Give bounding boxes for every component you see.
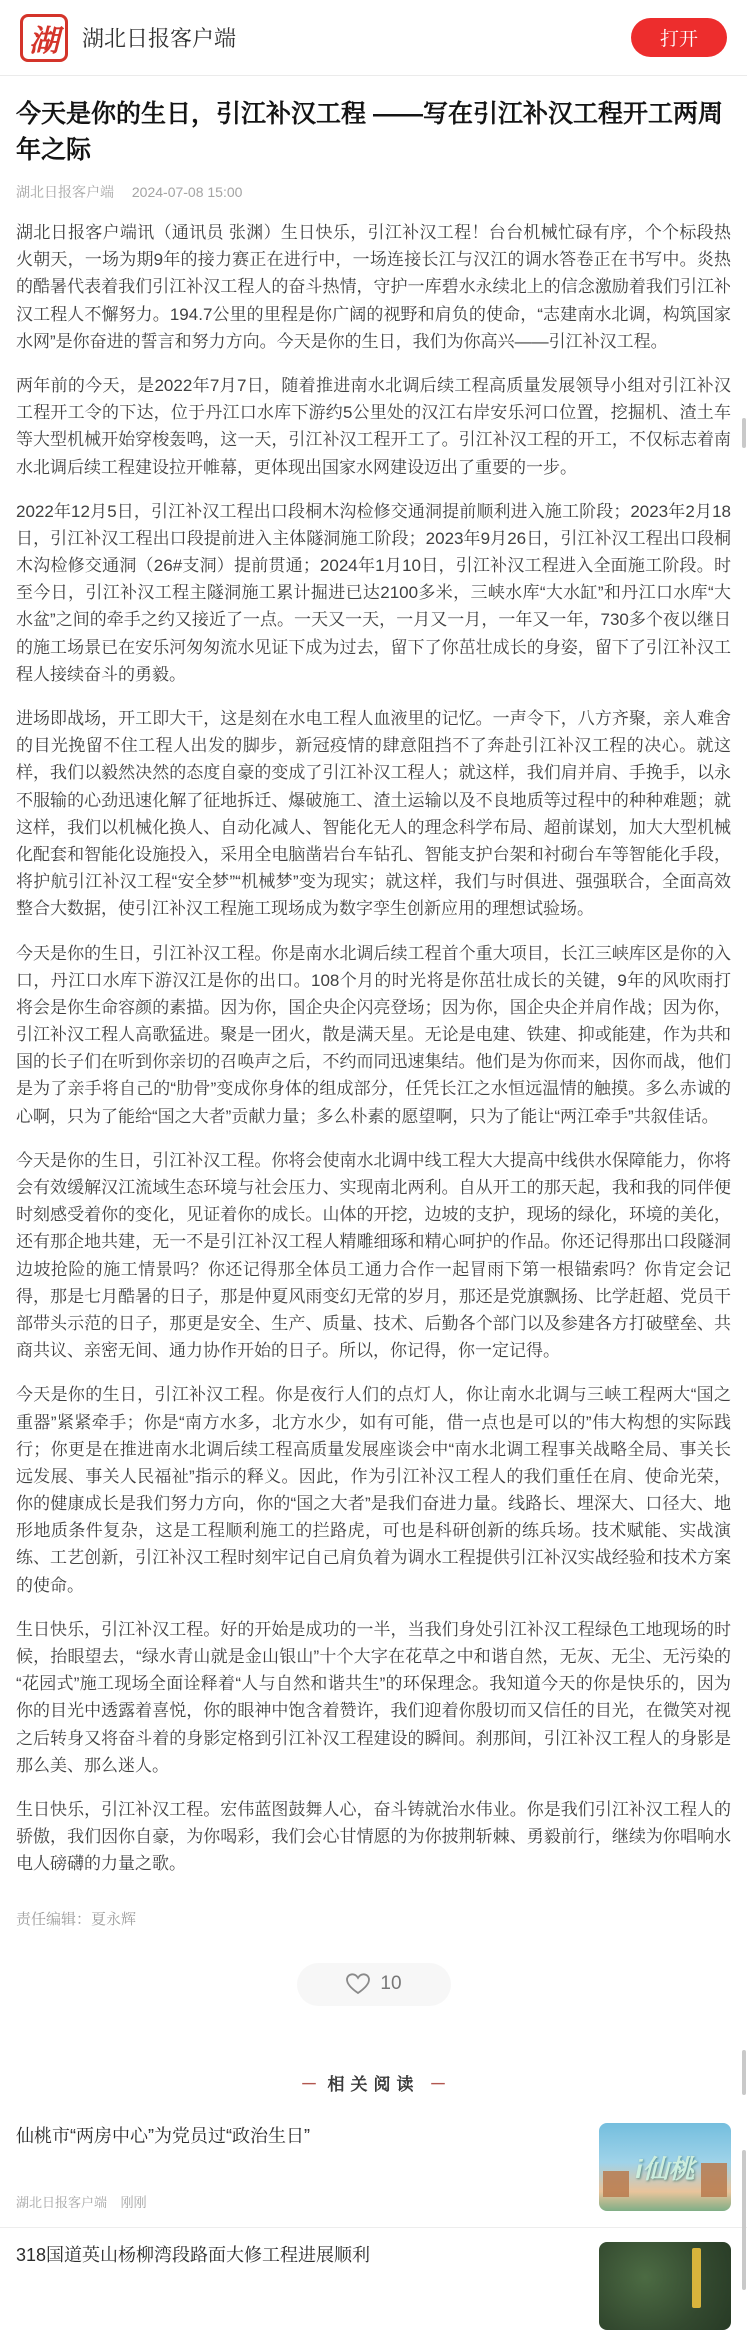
article-paragraph: 2022年12月5日，引江补汉工程出口段桐木沟检修交通洞提前顺利进入施工阶段；2023年2月18日，引江补汉工程出口段提前进入主体隧洞施工阶段；2023年9月26日，引江补汉工程出口段桐木沟检修交通洞（26#支洞）提前贯通；2024年1月10日，引江补汉工程进入全面施工阶段。时至今日，引江补汉工程主隧洞施工累计掘进已达2100多米，三峡水库“大水缸”和丹江口水库“大水盆”之间的牵手之约又接近了一点。一天又一天，一月又一月，一年又一年，730多个夜以继日的施工场景已在安乐河匆匆流水见证下成为过去，留下了你茁壮成长的身姿，留下了引江补汉工程人接续奋斗的勇毅。 — [16, 501, 731, 684]
heart-icon — [345, 1972, 371, 1996]
related-item-thumbnail — [599, 2242, 731, 2330]
related-item-thumbnail — [599, 2123, 731, 2211]
article — [0, 96, 747, 1878]
related-list — [0, 2109, 747, 2346]
like-count: 10 — [380, 1973, 402, 1994]
article-publish-time: 2024-07-08 15:00 — [131, 184, 243, 200]
like-row — [0, 1963, 747, 2006]
related-item-source: 湖北日报客户端 — [16, 2194, 108, 2210]
related-item-title: 318国道英山杨柳湾段路面大修工程进展顺利 — [16, 2244, 371, 2265]
related-item-text — [16, 2242, 585, 2330]
scrollbar-thumb[interactable] — [742, 418, 746, 448]
article-paragraph: 今天是你的生日，引江补汉工程。你是南水北调后续工程首个重大项目，长江三峡库区是你的入口，丹江口水库下游汉江是你的出口。108个月的时光将是你茁壮成长的关键，9年的风吹雨打将会是你生命容颜的素描。因为你，国企央企闪亮登场；因为你，国企央企并肩作战；因为你，引江补汉工程人高歌猛进。聚是一团火，散是满天星。无论是电建、铁建、抑或能建，作为共和国的长子们在听到你亲切的召唤声之后，不约而同迅速集结。他们是为你而来，因你而战，他们是为了亲手将自己的“肋骨”变成你身体的组成部分，任凭长江之水恒远温情的触摸。多么赤诚的心啊，只为了能给“国之大者”贡献力量；多么朴素的愿望啊，只为了能让“两江牵手”共叙佳话。 — [16, 943, 731, 1126]
article-source: 湖北日报客户端 — [16, 184, 114, 200]
crane-graphic — [692, 2248, 701, 2308]
related-reading-heading — [0, 2070, 747, 2095]
related-article-item[interactable] — [0, 2228, 747, 2346]
article-paragraph: 两年前的今天，是2022年7月7日，随着推进南水北调后续工程高质量发展领导小组对引江补汉工程开工令的下达，位于丹江口水库下游约5公里处的汉江右岸安乐河口位置，挖掘机、渣土车等大型机械开始穿梭轰鸣，这一天，引江补汉工程开工了。引江补汉工程的开工，不仅标志着南水北调后续工程建设拉开帷幕，更体现出国家水网建设迈出了重要的一步。 — [16, 375, 731, 477]
related-item-text — [16, 2123, 585, 2211]
related-item-time: 刚刚 — [120, 2194, 147, 2210]
article-title: 今天是你的生日，引江补汉工程 ——写在引江补汉工程开工两周年之际 — [16, 100, 723, 164]
heading-dash-left: － — [300, 2074, 318, 2094]
hubei-daily-logo-icon: 湖 — [20, 14, 68, 62]
heading-dash-right: － — [429, 2074, 447, 2094]
article-paragraph: 生日快乐，引江补汉工程。好的开始是成功的一半，当我们身处引江补汉工程绿色工地现场的时候，抬眼望去，“绿水青山就是金山银山”十个大字在花草之中和谐自然，无灰、无尘、无污染的“花园式”施工现场全面诠释着“人与自然和谐共生”的环保理念。我知道今天的你是快乐的，因为你的目光中透露着喜悦，你的眼神中饱含着赞许，我们迎着你殷切而又信任的目光，在微笑对视之后转身又将奋斗着的身影定格到引江补汉工程建设的瞬间。刹那间，引江补汉工程人的身影是那么美、那么迷人。 — [16, 1619, 731, 1775]
related-article-item[interactable] — [0, 2109, 747, 2227]
related-reading-title: 相关阅读 — [327, 2074, 420, 2094]
article-paragraph: 生日快乐，引江补汉工程。宏伟蓝图鼓舞人心，奋斗铸就治水伟业。你是我们引江补汉工程人的骄傲，我们因你自豪，为你喝彩，我们会心甘情愿的为你披荆斩棘、勇毅前行，继续为你唱响水电人磅礴的力量之歌。 — [16, 1799, 731, 1874]
like-button[interactable] — [297, 1963, 451, 2006]
scrollbar-thumb[interactable] — [742, 2050, 746, 2095]
article-meta — [16, 182, 731, 202]
app-title: 湖北日报客户端 — [82, 26, 237, 51]
editor-credit: 责任编辑：夏永辉 — [16, 1910, 137, 1928]
article-body — [16, 219, 731, 1878]
open-app-button[interactable]: 打开 — [631, 18, 727, 57]
related-item-meta — [16, 2192, 585, 2211]
related-item-title: 仙桃市“两房中心”为党员过“政治生日” — [16, 2125, 310, 2146]
thumbnail-caption: i仙桃 — [635, 2153, 695, 2184]
article-paragraph: 今天是你的生日，引江补汉工程。你将会使南水北调中线工程大大提高中线供水保障能力，你将会有效缓解汉江流域生态环境与社会压力、实现南北两利。自从开工的那天起，我和我的同伴便时刻感受着你的变化，见证着你的成长。山体的开挖，边坡的支护，现场的绿化，环境的美化，还有那企地共建，无一不是引江补汉工程人精雕细琢和精心呵护的作品。你还记得那出口段隧洞边坡抢险的施工情景吗？你还记得那全体员工通力合作一起冒雨下第一根锚索吗？你肯定会记得，那是七月酷暑的日子，那是仲夏风雨变幻无常的岁月，那还是党旗飘扬、比学赶超、党员干部带头示范的日子，那更是安全、生产、质量、技术、后勤各个部门以及参建各方打破壁垒、共商共议、亲密无间、通力协作开始的日子。所以，你记得，你一定记得。 — [16, 1150, 731, 1361]
article-paragraph: 今天是你的生日，引江补汉工程。你是夜行人们的点灯人，你让南水北调与三峡工程两大“国之重器”紧紧牵手；你是“南方水多，北方水少，如有可能，借一点也是可以的”伟大构想的实际践行；你更是在推进南水北调后续工程高质量发展座谈会中“南水北调工程事关战略全局、事关长远发展、事关人民福祉”指示的释义。因此，作为引江补汉工程人的我们重任在肩、使命光荣，你的健康成长是我们努力方向，你的“国之大者”是我们奋进力量。线路长、埋深大、口径大、地形地质条件复杂，这是工程顺利施工的拦路虎，可也是科研创新的练兵场。技术赋能、实战演练、工艺创新，引江补汉工程时刻牢记自己肩负着为调水工程提供引江补汉实战经验和技术方案的使命。 — [16, 1385, 731, 1595]
article-paragraph: 湖北日报客户端讯（通讯员 张渊）生日快乐，引江补汉工程！台台机械忙碌有序，个个标段热火朝天，一场为期9年的接力赛正在进行中，一场连接长江与汉江的调水答卷正在书写中。炎热的酷暑代表着我们引江补汉工程人的奋斗热情，守护一库碧水永续北上的信念激励着我们引江补汉工程人不懈努力。194.7公里的里程是你广阔的视野和肩负的使命，“志建南水北调，构筑国家水网”是你奋进的誓言和努力方向。今天是你的生日，我们为你高兴——引江补汉工程。 — [16, 223, 731, 351]
scrollbar-thumb[interactable] — [742, 2150, 746, 2290]
app-header — [0, 0, 747, 76]
article-paragraph: 进场即战场，开工即大干，这是刻在水电工程人血液里的记忆。一声令下，八方齐聚，亲人难舍的目光挽留不住工程人出发的脚步，新冠疫情的肆意阻挡不了奔赴引江补汉工程的决心。就这样，我们以毅然决然的态度自豪的变成了引江补汉工程人；就这样，我们肩并肩、手挽手，以永不服输的心劲迅速化解了征地拆迁、爆破施工、渣土运输以及不良地质等过程中的种种难题；就这样，我们以机械化换人、自动化减人、智能化无人的理念科学布局、超前谋划，加大大型机械化配套和智能化设施投入，采用全电脑凿岩台车钻孔、智能支护台架和衬砌台车等智能化手段，将护航引江补汉工程“安全梦”“机械梦”变为现实；就这样，我们与时俱进、强强联合，全面高效整合大数据，使引江补汉工程施工现场成为数字孪生创新应用的理想试验场。 — [16, 709, 731, 919]
related-reading-section — [0, 2070, 747, 2346]
